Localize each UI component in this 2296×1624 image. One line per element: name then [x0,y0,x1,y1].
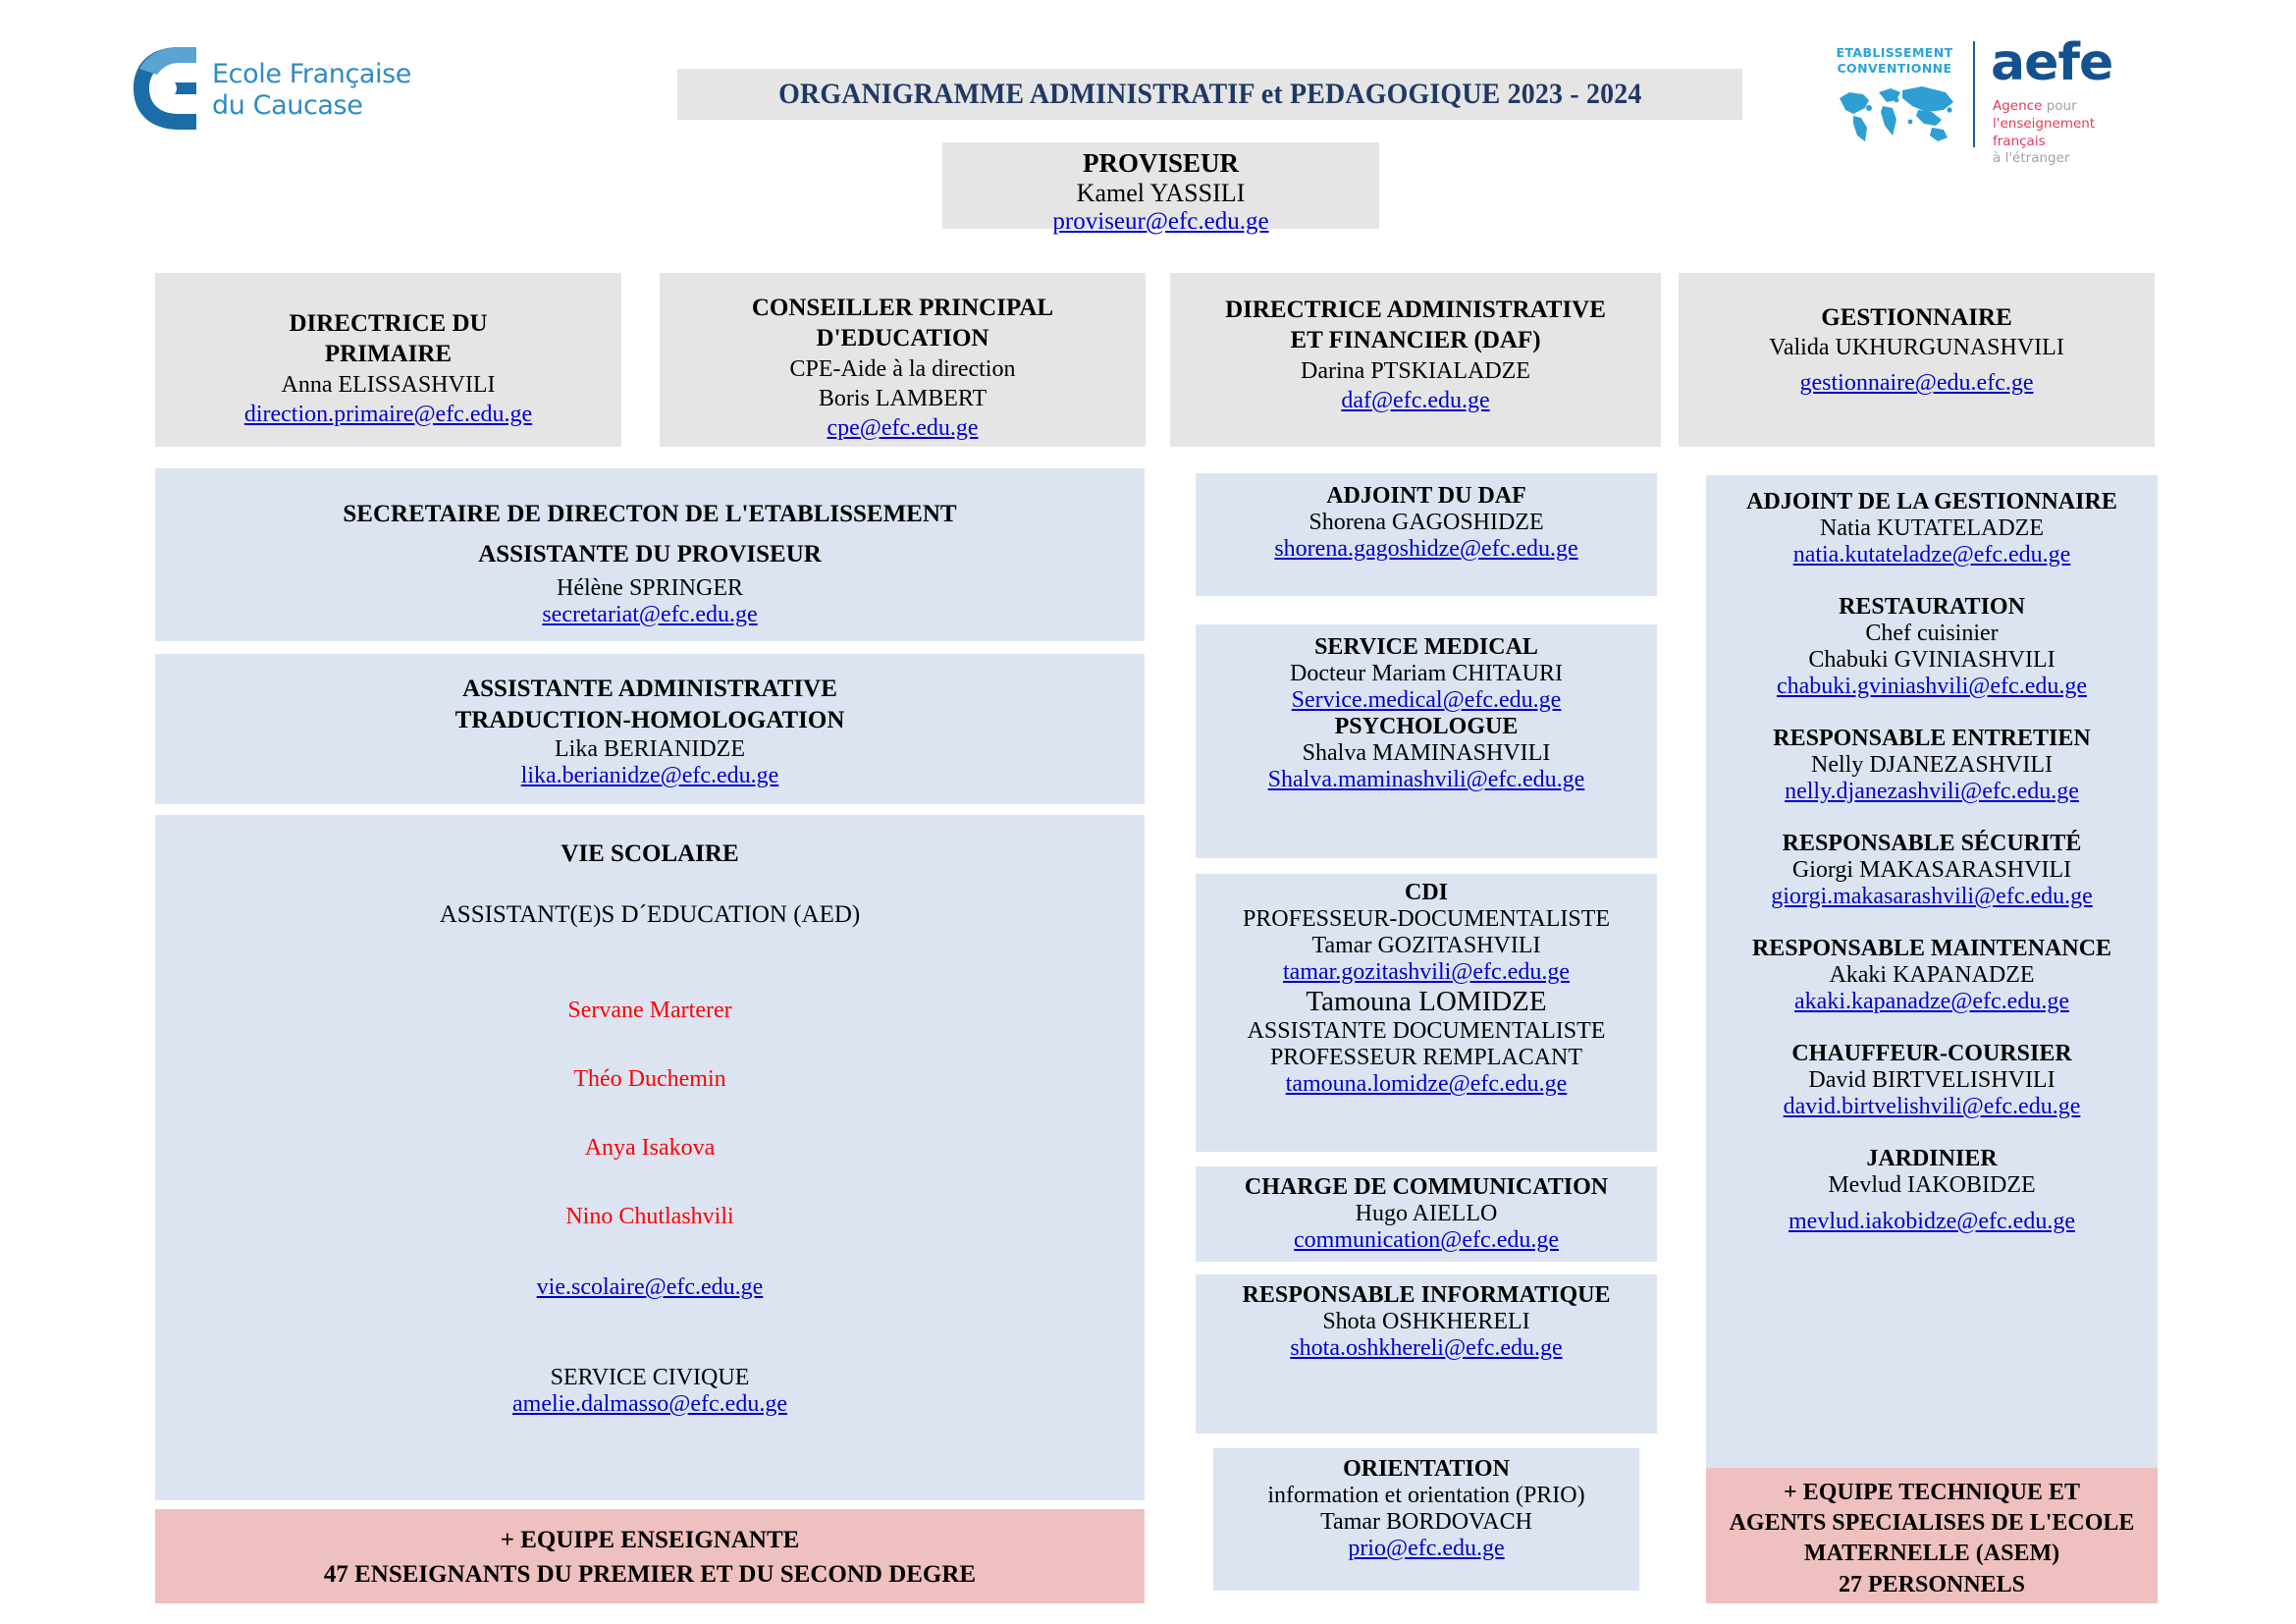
efc-monogram-icon [128,43,204,134]
node-service-medical [1196,624,1657,858]
chauffeur-title: CHAUFFEUR-COURSIER [1791,1041,2072,1066]
page-title-band [677,69,1742,120]
node-proviseur [942,142,1379,235]
cpe-title-line2: D'EDUCATION [816,325,989,352]
securite-email-link[interactable]: giorgi.makasarashvili@efc.edu.ge [1771,884,2093,909]
group-restauration [1706,594,2158,700]
informatique-name: Shota OSHKHERELI [1322,1309,1530,1334]
psychologue-title: PSYCHOLOGUE [1334,714,1519,739]
node-charge-communication [1196,1166,1657,1262]
node-adjoint-daf [1196,473,1657,596]
aefe-logo [1816,33,2140,167]
proviseur-name: Kamel YASSILI [1076,179,1246,207]
daf-title-line1: DIRECTRICE ADMINISTRATIVE [1225,297,1606,323]
vie-scolaire-email-link[interactable]: vie.scolaire@efc.edu.ge [536,1274,764,1300]
adjoint-gestionnaire-title: ADJOINT DE LA GESTIONNAIRE [1746,489,2117,514]
node-responsable-informatique [1196,1274,1657,1434]
cdi-name-1: Tamar GOZITASHVILI [1311,933,1541,958]
adjoint-daf-email-link[interactable]: shorena.gagoshidze@efc.edu.ge [1274,536,1578,562]
cdi-email-link-1[interactable]: tamar.gozitashvili@efc.edu.ge [1283,959,1570,985]
jardinier-title: JARDINIER [1866,1146,1998,1171]
directrice-primaire-name: Anna ELISSASHVILI [281,371,496,398]
directrice-primaire-title-line2: PRIMAIRE [324,341,453,368]
daf-email-link[interactable]: daf@efc.edu.ge [1341,387,1490,413]
asem-line4: 27 PERSONNELS [1838,1571,2026,1597]
vie-scolaire-subtitle: ASSISTANT(E)S D´EDUCATION (AED) [439,901,861,928]
aed-name-4: Nino Chutlashvili [565,1204,734,1229]
aefe-etab-line2: CONVENTIONNE [1837,60,1952,76]
informatique-email-link[interactable]: shota.oshkhereli@efc.edu.ge [1290,1335,1563,1361]
cdi-role-1: PROFESSEUR-DOCUMENTALISTE [1242,906,1611,932]
maintenance-name: Akaki KAPANADZE [1829,962,2035,988]
cpe-role: CPE-Aide à la direction [789,355,1016,382]
cpe-email-link[interactable]: cpe@efc.edu.ge [827,414,979,441]
assistante-admin-name: Lika BERIANIDZE [555,736,745,762]
aed-name-2: Théo Duchemin [573,1066,726,1092]
secretaire-title-line2: ASSISTANTE DU PROVISEUR [478,541,822,568]
orientation-name: Tamar BORDOVACH [1320,1509,1532,1535]
communication-title: CHARGE DE COMMUNICATION [1244,1174,1609,1200]
adjoint-daf-name: Shorena GAGOSHIDZE [1308,510,1544,535]
efc-logo [128,39,422,142]
cdi-role-2-line2: PROFESSEUR REMPLACANT [1269,1045,1583,1071]
jardinier-email-link[interactable]: mevlud.iakobidze@efc.edu.ge [1789,1209,2075,1234]
service-medical-title: SERVICE MEDICAL [1314,634,1538,660]
restauration-role: Chef cuisinier [1865,621,1999,646]
assistante-admin-email-link[interactable]: lika.berianidze@efc.edu.ge [520,763,779,788]
node-gestion-services [1706,475,2158,1468]
node-secretaire-direction [155,468,1145,641]
node-directrice-primaire [155,273,621,447]
daf-title-line2: ET FINANCIER (DAF) [1290,327,1541,354]
adjoint-gestionnaire-name: Natia KUTATELADZE [1819,515,2044,541]
world-map-icon [1834,82,1957,143]
node-equipe-enseignante [155,1509,1145,1603]
directrice-primaire-email-link[interactable]: direction.primaire@efc.edu.ge [243,401,533,427]
orientation-role: information et orientation (PRIO) [1267,1483,1585,1508]
aefe-etablissement-label [1826,45,1963,76]
node-orientation [1213,1448,1639,1591]
group-chauffeur [1706,1041,2158,1120]
psychologue-name: Shalva MAMINASHVILI [1302,740,1551,766]
proviseur-email-link[interactable]: proviseur@efc.edu.ge [1052,208,1269,235]
assistante-admin-title-line1: ASSISTANTE ADMINISTRATIVE [462,676,837,702]
cpe-name: Boris LAMBERT [818,385,988,411]
asem-line3: MATERNELLE (ASEM) [1803,1541,2060,1567]
daf-name: Darina PTSKIALADZE [1301,357,1530,384]
service-civique-title: SERVICE CIVIQUE [550,1365,750,1390]
psychologue-email-link[interactable]: Shalva.maminashvili@efc.edu.ge [1267,767,1585,792]
chauffeur-email-link[interactable]: david.birtvelishvili@efc.edu.ge [1783,1094,2081,1119]
aefe-tagline-2: l'enseignement français [1993,115,2096,149]
service-civique-email-link[interactable]: amelie.dalmasso@efc.edu.ge [512,1391,787,1417]
cdi-name-2: Tamouna LOMIDZE [1306,986,1547,1017]
directrice-primaire-title-line1: DIRECTRICE DU [289,310,488,337]
informatique-title: RESPONSABLE INFORMATIQUE [1242,1282,1611,1308]
aefe-tagline-1b: pour [2046,98,2077,114]
entretien-email-link[interactable]: nelly.djanezashvili@efc.edu.ge [1785,779,2079,804]
secretaire-title-line1: SECRETAIRE DE DIRECTON DE L'ETABLISSEMENT [343,501,957,527]
cdi-email-link-2[interactable]: tamouna.lomidze@efc.edu.ge [1285,1071,1568,1098]
jardinier-name: Mevlud IAKOBIDZE [1828,1172,2036,1198]
aefe-etab-line1: ETABLISSEMENT [1836,45,1953,60]
aefe-wordmark: aefe [1991,33,2113,92]
restauration-email-link[interactable]: chabuki.gviniashvili@efc.edu.ge [1776,674,2087,699]
secretaire-email-link[interactable]: secretariat@efc.edu.ge [542,601,758,627]
efc-logo-line1: Ecole Française [212,59,412,89]
cdi-role-2-line1: ASSISTANTE DOCUMENTALISTE [1247,1018,1606,1045]
node-gestionnaire [1679,273,2155,447]
aefe-tagline-1a: Agence [1993,98,2047,114]
group-securite [1706,831,2158,910]
aed-name-3: Anya Isakova [584,1135,716,1161]
asem-line1: + EQUIPE TECHNIQUE ET [1784,1480,2080,1505]
group-entretien [1706,726,2158,805]
proviseur-title: PROVISEUR [1082,148,1240,178]
gestionnaire-name: Valida UKHURGUNASHVILI [1769,335,2064,361]
maintenance-title: RESPONSABLE MAINTENANCE [1751,936,2112,961]
node-cdi [1196,874,1657,1152]
page-title: ORGANIGRAMME ADMINISTRATIF et PEDAGOGIQUE 2023 - 2024 [777,78,1642,110]
node-equipe-technique-asem [1706,1468,2158,1603]
adjoint-daf-title: ADJOINT DU DAF [1326,483,1526,509]
node-vie-scolaire [155,815,1145,1500]
group-adjoint-gestionnaire [1706,489,2158,568]
entretien-name: Nelly DJANEZASHVILI [1811,752,2053,778]
aefe-tagline-3a: à [1993,150,2005,167]
asem-line2: AGENTS SPECIALISES DE L'ECOLE [1729,1510,2135,1537]
node-assistante-administrative [155,654,1145,804]
group-jardinier [1706,1146,2158,1235]
entretien-title: RESPONSABLE ENTRETIEN [1773,726,2091,751]
cpe-title-line1: CONSEILLER PRINCIPAL [751,295,1054,321]
service-medical-email-link[interactable]: Service.medical@efc.edu.ge [1291,687,1562,713]
vie-scolaire-title: VIE SCOLAIRE [561,840,739,867]
aed-name-1: Servane Marterer [567,998,732,1023]
maintenance-email-link[interactable]: akaki.kapanadze@efc.edu.ge [1794,989,2069,1014]
equipe-enseignante-line1: + EQUIPE ENSEIGNANTE [500,1527,800,1553]
gestionnaire-title: GESTIONNAIRE [1821,304,2012,331]
equipe-enseignante-line2: 47 ENSEIGNANTS DU PREMIER ET DU SECOND DEGRE [323,1560,977,1588]
aefe-tagline-3b: l'étranger [2004,150,2070,167]
node-cpe [660,273,1146,447]
orientation-title: ORIENTATION [1343,1456,1510,1482]
secretaire-name: Hélène SPRINGER [557,574,743,601]
adjoint-gestionnaire-email-link[interactable]: natia.kutateladze@efc.edu.ge [1792,542,2071,568]
aefe-tagline [1993,98,2140,168]
gestionnaire-email-link[interactable]: gestionnaire@edu.efc.ge [1799,370,2034,397]
group-maintenance [1706,936,2158,1015]
communication-name: Hugo AIELLO [1355,1201,1498,1226]
communication-email-link[interactable]: communication@efc.edu.ge [1294,1227,1559,1253]
cdi-title: CDI [1404,880,1448,905]
service-medical-name: Docteur Mariam CHITAURI [1289,661,1563,686]
aefe-divider [1973,41,1975,147]
securite-title: RESPONSABLE SÉCURITÉ [1782,831,2082,856]
restauration-title: RESTAURATION [1839,594,2025,620]
efc-logo-line2: du Caucase [212,90,363,121]
restauration-name: Chabuki GVINIASHVILI [1808,647,2056,673]
node-daf [1170,273,1661,447]
assistante-admin-title-line2: TRADUCTION-HOMOLOGATION [454,707,845,733]
chauffeur-name: David BIRTVELISHVILI [1808,1067,2056,1093]
securite-name: Giorgi MAKASARASHVILI [1791,857,2072,883]
orientation-email-link[interactable]: prio@efc.edu.ge [1348,1536,1505,1561]
